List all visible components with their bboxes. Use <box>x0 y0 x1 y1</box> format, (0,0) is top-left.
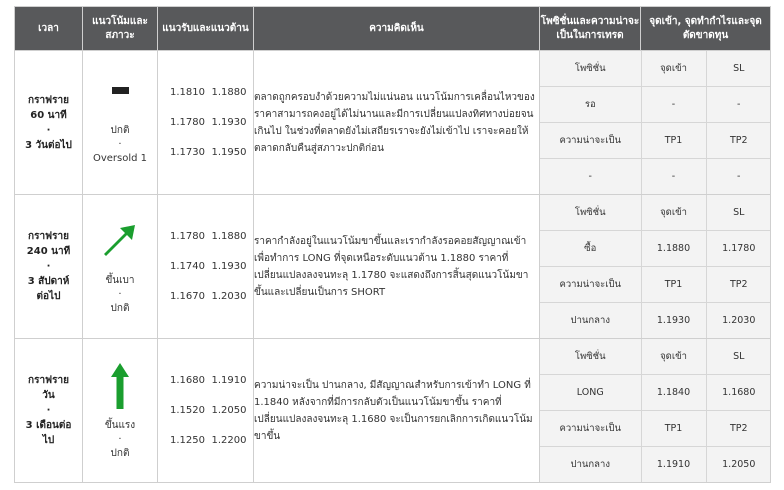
trend-label: Oversold 1 <box>92 152 148 164</box>
grid-row <box>540 123 771 159</box>
grid-cell: TP1 <box>641 411 706 447</box>
header-trend: แนวโน้มและสภาวะ <box>83 7 158 51</box>
grid-cell: - <box>540 159 641 195</box>
grid-cell: TP2 <box>706 411 771 447</box>
support-value: 1.1780 <box>170 231 205 242</box>
resistance-value: 1.1930 <box>211 117 247 128</box>
grid-cell: จุดเข้า <box>641 51 706 87</box>
levels-cell <box>158 51 254 195</box>
level-pair <box>158 108 253 138</box>
grid-row <box>540 303 771 339</box>
grid-row <box>540 159 771 195</box>
timeframe-line: ไป <box>42 435 55 446</box>
timeframe-line: 3 เดือนต่อ <box>25 420 72 431</box>
grid-cell: โพซิชั่น <box>540 51 641 87</box>
grid-cell: ปานกลาง <box>540 303 641 339</box>
grid-cell: 1.1780 <box>706 231 771 267</box>
grid-cell: ซื้อ <box>540 231 641 267</box>
support-value: 1.1740 <box>170 261 205 272</box>
comment-cell: ความน่าจะเป็น ปานกลาง, มีสัญญาณสำหรับการเข้าทำ LONG ที่ 1.1840 หลังจากที่มีการกลับตัวเป็นแนวโน้มขาขึ้น ราคาที่เปลี่ยนแปลงลงจนทะลุ 1.1680 จะเป็นการยกเลิกการเกิดแนวโน้มขาขึ้น <box>254 339 540 483</box>
grid-cell: 1.2050 <box>722 459 756 470</box>
header-levels: แนวรับและแนวต้าน <box>158 7 254 51</box>
grid-cell: ปานกลาง <box>540 447 641 483</box>
flat-dash-icon <box>112 87 129 94</box>
grid-row <box>540 411 771 447</box>
grid-cell: 1.1880 <box>641 231 706 267</box>
table-row <box>15 195 771 339</box>
position-grid-cell <box>540 195 771 339</box>
resistance-value: 1.2030 <box>211 291 247 302</box>
trend-label: · <box>118 288 122 300</box>
resistance-value: 1.1930 <box>211 261 247 272</box>
grid-row <box>540 87 771 123</box>
timeframe-line: กราฟราย <box>28 231 69 242</box>
grid-cell: SL <box>706 195 771 231</box>
header-position: โพซิชั่นและความน่าจะเป็นในการเทรด <box>540 7 641 51</box>
grid-cell: LONG <box>540 375 641 411</box>
grid-row <box>540 51 771 87</box>
position-grid <box>540 195 771 338</box>
analysis-table <box>14 6 771 483</box>
support-value: 1.1810 <box>170 87 205 98</box>
level-pair <box>158 366 253 396</box>
grid-row <box>540 447 771 483</box>
header-time: เวลา <box>15 7 83 51</box>
trend-cell <box>83 195 158 339</box>
timeframe-cell <box>15 51 83 195</box>
grid-cell: TP2 <box>706 123 771 159</box>
comment-cell: ตลาดถูกครอบงำด้วยความไม่แน่นอน แนวโน้มการเคลื่อนไหวของราคาสามารถคงอยู่ได้ไม่นานและมีการเปลี่ยนแปลงทิศทางบ่อยจนเกินไป ในช่วงที่ตลาดยังไม่เสถียรเราจะยังไม่เข้าไป เราจะคอยให้ตลาดกลับคืนสู่สภาวะปกติก่อน <box>254 51 540 195</box>
trend-cell <box>83 51 158 195</box>
resistance-value: 1.1950 <box>211 147 247 158</box>
grid-cell: SL <box>706 51 771 87</box>
header-comment: ความคิดเห็น <box>254 7 540 51</box>
grid-cell: 1.1680 <box>706 375 771 411</box>
arrow-up-right-icon <box>102 221 138 261</box>
grid-row <box>540 231 771 267</box>
levels-cell <box>158 339 254 483</box>
grid-row <box>540 375 771 411</box>
grid-cell: 1.1910 <box>641 447 706 483</box>
timeframe-cell <box>15 195 83 339</box>
resistance-value: 1.1910 <box>211 375 247 386</box>
timeframe-line: 240 นาที <box>26 246 71 257</box>
position-grid <box>540 339 771 482</box>
timeframe-line: วัน <box>42 390 55 401</box>
timeframe-line: · <box>46 261 51 272</box>
trend-label: · <box>118 433 122 445</box>
grid-row <box>540 267 771 303</box>
resistance-value: 1.1880 <box>211 87 247 98</box>
grid-cell: - <box>706 87 771 123</box>
grid-cell: SL <box>706 339 771 375</box>
level-pair <box>158 78 253 108</box>
grid-cell: โพซิชั่น <box>540 339 641 375</box>
trend-label: ขึ้นแรง <box>104 419 136 431</box>
grid-cell: ความน่าจะเป็น <box>540 123 641 159</box>
trend-label: ปกติ <box>110 124 130 136</box>
grid-cell: ความน่าจะเป็น <box>540 267 641 303</box>
level-pair <box>158 222 253 252</box>
grid-cell: ความน่าจะเป็น <box>540 411 641 447</box>
level-pair <box>158 252 253 282</box>
grid-cell: TP1 <box>641 267 706 303</box>
resistance-value: 1.2050 <box>211 405 247 416</box>
table-row <box>15 51 771 195</box>
level-pair <box>158 282 253 312</box>
position-grid <box>540 51 771 194</box>
grid-cell: 1.1930 <box>641 303 706 339</box>
grid-cell: 1.2030 <box>722 315 756 326</box>
level-pair <box>158 396 253 426</box>
trend-label: · <box>118 138 122 150</box>
trend-cell <box>83 339 158 483</box>
timeframe-line: 3 วันต่อไป <box>25 139 72 151</box>
resistance-value: 1.2200 <box>211 435 247 446</box>
support-value: 1.1250 <box>170 435 205 446</box>
timeframe-line: 60 นาที <box>30 109 67 121</box>
position-grid-cell <box>540 51 771 195</box>
grid-cell: รอ <box>540 87 641 123</box>
timeframe-line: · <box>46 405 51 416</box>
support-value: 1.1520 <box>170 405 205 416</box>
grid-row <box>540 195 771 231</box>
trend-label: ปกติ <box>110 302 130 314</box>
grid-cell: - <box>737 171 741 182</box>
trend-label: ขึ้นเบา <box>105 274 135 286</box>
support-value: 1.1730 <box>170 147 205 158</box>
timeframe-line: · <box>46 124 51 136</box>
timeframe-line: 3 สัปดาห์ <box>27 276 70 287</box>
level-pair <box>158 138 253 168</box>
support-value: 1.1670 <box>170 291 205 302</box>
timeframe-line: กราฟราย <box>28 94 69 106</box>
timeframe-cell <box>15 339 83 483</box>
header-row <box>15 7 771 51</box>
header-entry: จุดเข้า, จุดทำกำไรและจุดตัดขาดทุน <box>641 7 771 51</box>
level-pair <box>158 426 253 456</box>
table-row <box>15 339 771 483</box>
support-value: 1.1680 <box>170 375 205 386</box>
grid-row <box>540 339 771 375</box>
timeframe-line: กราฟราย <box>28 375 69 386</box>
resistance-value: 1.1880 <box>211 231 247 242</box>
position-grid-cell <box>540 339 771 483</box>
grid-cell: จุดเข้า <box>641 195 706 231</box>
levels-cell <box>158 195 254 339</box>
grid-cell: TP2 <box>706 267 771 303</box>
grid-cell: - <box>641 87 706 123</box>
grid-cell: - <box>641 159 706 195</box>
grid-cell: 1.1840 <box>641 375 706 411</box>
grid-cell: จุดเข้า <box>641 339 706 375</box>
grid-cell: TP1 <box>641 123 706 159</box>
support-value: 1.1780 <box>170 117 205 128</box>
trend-label: ปกติ <box>110 447 130 459</box>
comment-cell: ราคากำลังอยู่ในแนวโน้มขาขึ้นและเรากำลังรอคอยสัญญาณเข้าเพื่อทำการ LONG ที่จุดเหนือระดับแนวต้าน 1.1880 ราคาที่เปลี่ยนแปลงลงจนทะลุ 1.1780 จะแสดงถึงการสิ้นสุดแนวโน้มขาขึ้นและเปลี่ยนเป็นการ SHORT <box>254 195 540 339</box>
grid-cell: โพซิชั่น <box>540 195 641 231</box>
timeframe-line: ต่อไป <box>36 291 61 302</box>
arrow-up-icon <box>110 362 130 410</box>
